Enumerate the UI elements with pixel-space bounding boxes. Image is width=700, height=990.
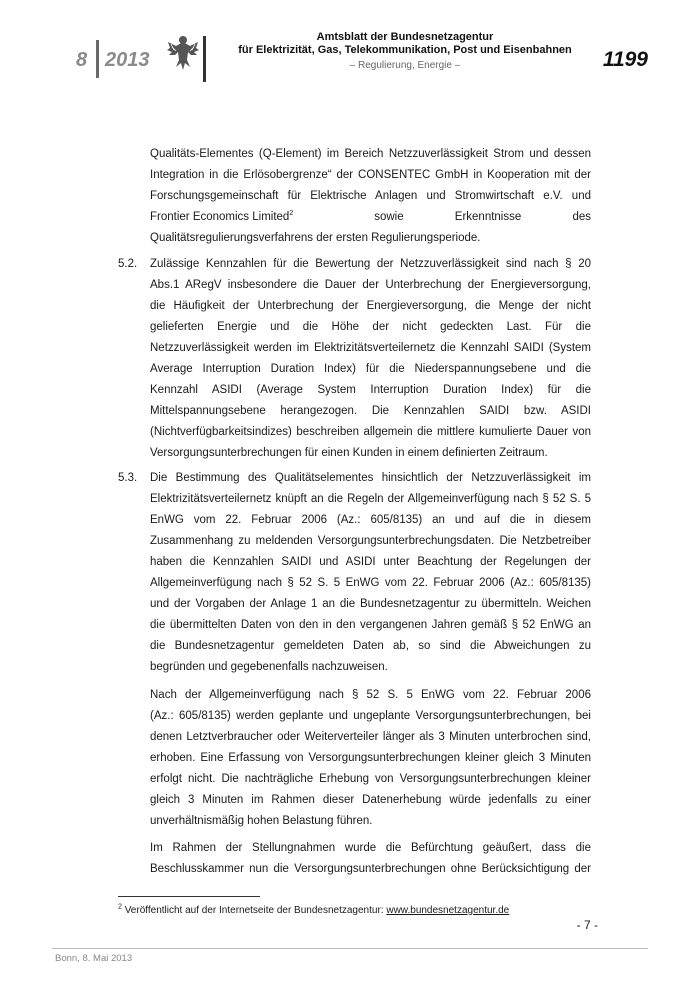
- text-line: die Bundesnetzagentur gemeldeten Daten ab, so sind die Abweichungen zu: [150, 640, 591, 652]
- section-number-5-2: 5.2.: [118, 258, 138, 270]
- text-line: [150, 207, 591, 228]
- text-line: erhoben. Eine Erfassung von Versorgungsunterbrechungen kleiner gleich 3 Minuten: [150, 752, 591, 764]
- header-divider: [96, 40, 99, 78]
- intro-paragraph: [150, 144, 591, 249]
- text-line: Mittelspannungsebene herangezogen. Die Kennzahlen SAIDI bzw. ASIDI: [150, 405, 591, 417]
- text-line: Beschlusskammer nun die Versorgungsunterbrechungen ohne Berücksichtigung der: [150, 863, 591, 875]
- text-line: Elektrizitätsverteilernetz knüpft an die Regeln der Allgemeinverfügung nach § 52 S. 5: [150, 493, 591, 505]
- footnote-number: 2: [118, 903, 122, 911]
- text-fragment: sowie Erkenntnisse des: [374, 211, 591, 223]
- text-line: gelieferten Energie und die Höhe der nicht gedeckten Last. Für die: [150, 321, 591, 333]
- text-line: Qualitäts-Elementes (Q-Element) im Bereich Netzzuverlässigkeit Strom und dessen: [150, 148, 591, 160]
- paragraph-3: [150, 838, 591, 880]
- issue-year: 2013: [105, 49, 150, 71]
- paragraph-2: [150, 685, 591, 832]
- federal-eagle-icon: [166, 30, 200, 72]
- text-line: unverhältnismäßig hohen Belastung führen.: [150, 815, 373, 827]
- text-line: (Nichtverfügbarkeitsindizes) beschreiben allgemein die mittlere kumulierte Dauer von: [150, 426, 591, 438]
- text-line: Die Bestimmung des Qualitätselementes hinsichtlich der Netzzuverlässigkeit im: [150, 472, 591, 484]
- text-line: Qualitätsregulierungsverfahrens der ersten Regulierungsperiode.: [150, 232, 481, 244]
- text-line: Im Rahmen der Stellungnahmen wurde die Befürchtung geäußert, dass die: [150, 842, 591, 854]
- page-marker: - 7 -: [576, 918, 598, 932]
- text-line: (Az.: 605/8135) werden geplante und ungeplante Versorgungsunterbrechungen, bei: [150, 710, 591, 722]
- text-line: begründen und gegebenenfalls nachzuweisen.: [150, 661, 388, 673]
- page-number: 1199: [602, 48, 648, 71]
- text-line: gleich 3 Minuten im Rahmen dieser Datenerhebung würde jedenfalls zu einer: [150, 794, 591, 806]
- gazette-subtitle: für Elektrizität, Gas, Telekommunikation, Post und Eisenbahnen: [238, 44, 572, 56]
- header-divider-2: [203, 36, 206, 82]
- text-line: die Häufigkeit der Unterbrechung der Energieversorgung, die Menge der nicht: [150, 300, 591, 312]
- text-line: Zusammenhang zu meldenden Versorgungsunterbrechungsdaten. Die Netzbetreiber: [150, 535, 591, 547]
- text-line: Allgemeinverfügung nach § 52 S. 5 EnWG vom 22. Februar 2006 (Az.: 605/8135): [150, 577, 591, 589]
- text-fragment: Frontier Economics Limited: [150, 211, 290, 223]
- footer-rule: [52, 948, 648, 949]
- text-line: Integration in die Erlösobergrenze“ der CONSENTEC GmbH in Kooperation mit der: [150, 169, 591, 181]
- footnote-rule: [118, 896, 260, 897]
- footer-place-date: Bonn, 8. Mai 2013: [55, 953, 133, 964]
- text-line: Kennzahl ASIDI (Average System Interruption Duration Index) für die: [150, 384, 591, 396]
- section-5-2-paragraph: [150, 254, 591, 464]
- footnote: [118, 905, 509, 916]
- text-line: Netzzuverlässigkeit werden im Elektrizitätsverteilernetz die Kennzahl SAIDI (System: [150, 342, 591, 354]
- text-line: Abs.1 ARegV insbesondere die Dauer der Unterbrechung der Energieversorgung,: [150, 279, 591, 291]
- footnote-ref: 2: [289, 210, 294, 218]
- text-line: Nach der Allgemeinverfügung nach § 52 S. 5 EnWG vom 22. Februar 2006: [150, 689, 591, 701]
- section-5-3-paragraph: [150, 468, 591, 678]
- footnote-text: Veröffentlicht auf der Internetseite der Bundesnetzagentur:: [124, 905, 384, 916]
- gazette-section: – Regulierung, Energie –: [349, 60, 461, 71]
- text-line: die übermittelten Daten von den in den vergangenen Jahren gemäß § 52 EnWG an: [150, 619, 591, 631]
- text-line: haben die Kennzahlen SAIDI und ASIDI unter Beachtung der Regelungen der: [150, 556, 591, 568]
- footnote-link[interactable]: www.bundesnetzagentur.de: [386, 905, 510, 916]
- text-line: Forschungsgemeinschaft für Elektrische Anlagen und Stromwirtschaft e.V. und: [150, 190, 591, 202]
- text-line: Versorgungsunterbrechungen für einen Kunden in einem definierten Zeitraum.: [150, 447, 548, 459]
- text-line: und der Vorgaben der Anlage 1 an die Bundesnetzagentur zu übermitteln. Weichen: [150, 598, 591, 610]
- text-line: EnWG vom 22. Februar 2006 (Az.: 605/8135) an und auf die in diesem: [150, 514, 591, 526]
- text-line: denen Letztverbraucher oder Weiterverteiler länger als 3 Minuten unterbrochen sind,: [150, 731, 591, 743]
- text-line: Zulässige Kennzahlen für die Bewertung der Netzzuverlässigkeit sind nach § 20: [150, 258, 591, 270]
- text-line: erfolgt nicht. Die nachträgliche Erhebung von Versorgungsunterbrechungen kleiner: [150, 773, 591, 785]
- gazette-title: Amtsblatt der Bundesnetzagentur: [316, 31, 494, 43]
- issue-number: 8: [76, 49, 88, 71]
- text-line: Average Interruption Duration Index) für die Niederspannungsebene und die: [150, 363, 591, 375]
- section-number-5-3: 5.3.: [118, 472, 138, 484]
